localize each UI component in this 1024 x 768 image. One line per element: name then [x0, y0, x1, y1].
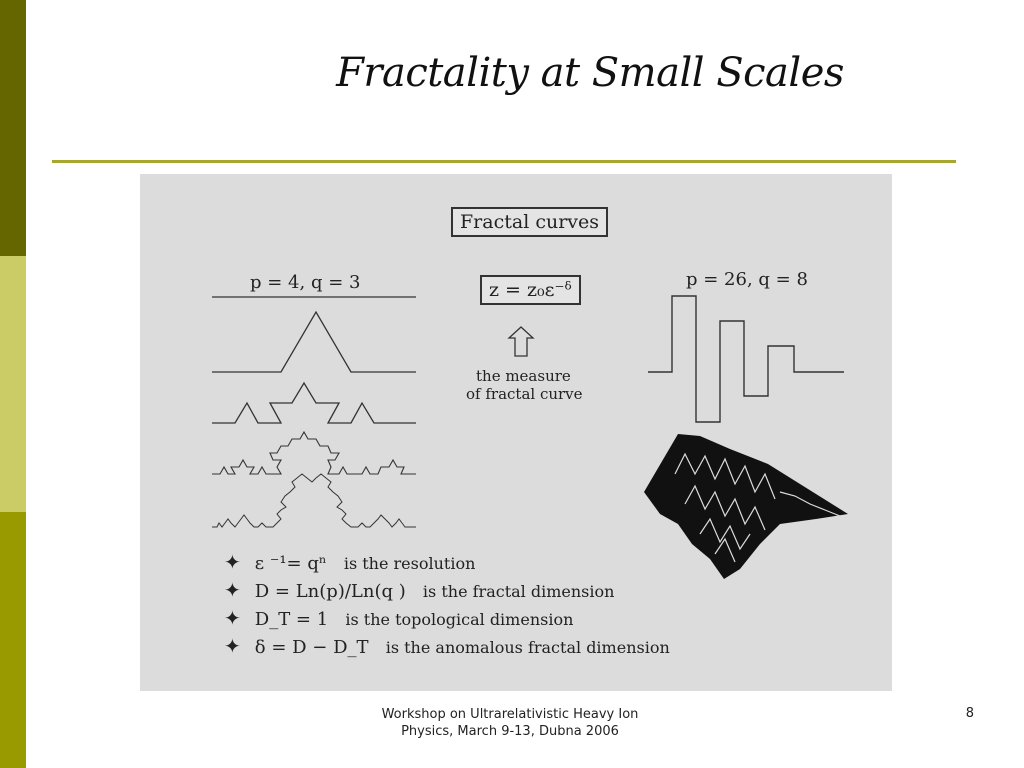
- bullet-row-resolution: [224, 550, 475, 574]
- title-divider: [52, 160, 956, 163]
- koch-curve-gen1: [212, 312, 416, 372]
- sidebar-stripe: [0, 0, 26, 768]
- figure-heading: Fractal curves: [451, 207, 608, 237]
- bullet-text: is the resolution: [343, 554, 476, 573]
- fractal-figure: [140, 174, 892, 691]
- footer-line2: Physics, March 9-13, Dubna 2006: [401, 724, 619, 739]
- bullet-text: is the anomalous fractal dimension: [385, 638, 670, 657]
- bullet-star-icon: ✦: [224, 606, 241, 630]
- page-number: 8: [965, 706, 974, 721]
- left-params: p = 4, q = 3: [250, 272, 361, 293]
- koch-curve-gen3: [212, 432, 416, 474]
- bullet-formula: D = Ln(p)/Ln(q ): [254, 581, 406, 602]
- bullet-row-anomalous-dimension: [224, 634, 670, 658]
- sidebar-block-bottom: [0, 512, 26, 768]
- koch-curve-gen4: [212, 474, 416, 527]
- measure-formula: z = z₀ε⁻ᵟ: [480, 275, 581, 305]
- sidebar-block-top: [0, 0, 26, 256]
- bullet-formula: D_T = 1: [254, 609, 329, 630]
- bullet-star-icon: ✦: [224, 550, 241, 574]
- koch-curve-gen2: [212, 383, 416, 423]
- bullet-star-icon: ✦: [224, 634, 241, 658]
- bullet-row-fractal-dimension: [224, 578, 614, 602]
- right-params: p = 26, q = 8: [686, 269, 808, 290]
- bullet-text: is the fractal dimension: [422, 582, 615, 601]
- bullet-formula: δ = D − D_T: [254, 637, 369, 658]
- bullet-formula: ε ⁻¹= qⁿ: [254, 553, 327, 574]
- arrow-caption-line1: the measure: [476, 367, 571, 385]
- arrow-caption-line2: of fractal curve: [466, 385, 583, 403]
- generator-curve-p26: [648, 296, 844, 422]
- bullet-star-icon: ✦: [224, 578, 241, 602]
- bullet-row-topological-dimension: [224, 606, 573, 630]
- footer-line1: Workshop on Ultrarelativistic Heavy Ion: [381, 707, 639, 722]
- bullet-text: is the topological dimension: [345, 610, 574, 629]
- footer-text: [340, 706, 680, 740]
- sidebar-block-middle: [0, 256, 26, 512]
- up-arrow-icon: [509, 327, 533, 356]
- slide-title: Fractality at Small Scales: [336, 50, 844, 96]
